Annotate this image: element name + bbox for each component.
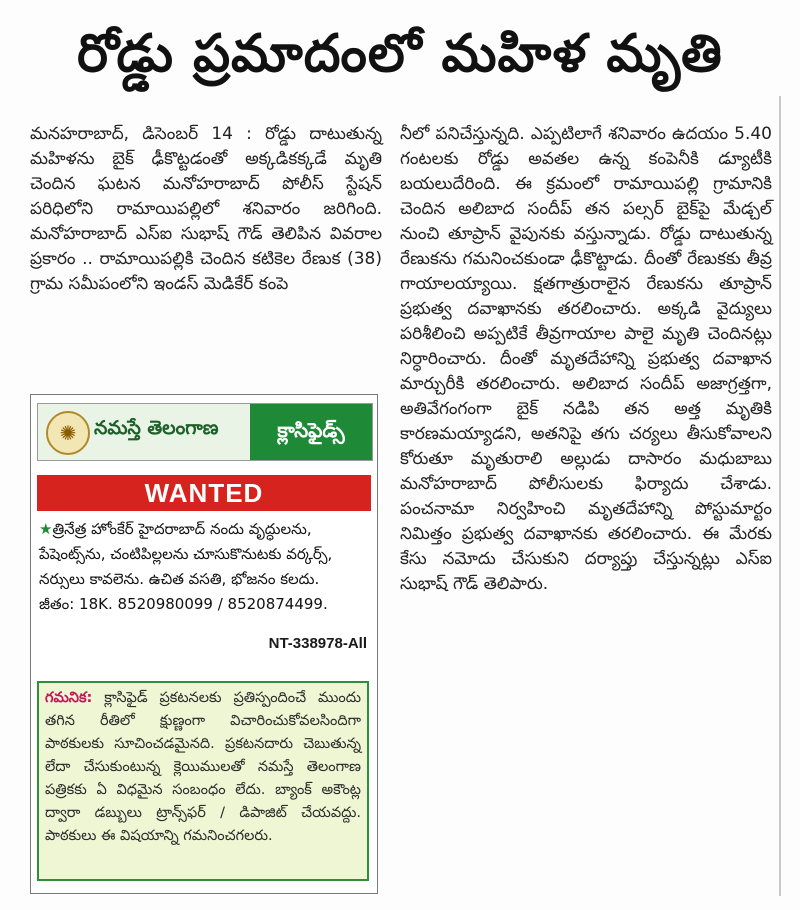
ad-reference-code: NT-338978-All [268, 635, 367, 652]
section-tag: క్లాసిఫైడ్స్ [250, 404, 372, 460]
ad-line: పేషెంట్స్‌ను, చంటిపిల్లలను చూసుకొనుటకు వర్కర్స్, [39, 545, 333, 563]
emblem-icon: ✺ [46, 411, 90, 455]
notice-text: క్లాసిఫైడ్ ప్రకటనలకు ప్రతిస్పందించే ముందు తగిన రీతిలో క్షుణ్ణంగా విచారించుకోవలసిందిగా పాఠకులకు సూచించడమైనది. ప్రకటనదారు చెబుతున్న లేదా చేసుకుంటున్న క్లెయిములతో నమస్తే తెలంగాణ పత్రికకు ఏ విధమైన సంబంధం లేదు. బ్యాంక్ అకౌంట్ల ద్వారా డబ్బులు ట్రాన్స్‌ఫర్ / డిపాజిట్ చేయవద్దు. పాఠకులు ఈ విషయాన్ని గమనించగలరు. [45, 690, 362, 844]
star-icon: ★ [39, 520, 53, 538]
article-left-column [30, 122, 382, 297]
notice-label: గమనిక: [45, 690, 93, 706]
ad-line-text: త్రినేత్ర హోంకేర్ హైదరాబాద్ నందు వృద్ధులను, [52, 520, 312, 538]
article-left-text: మనహరాబాద్, డిసెంబర్ 14 : రోడ్డు దాటుతున్న మహిళను బైక్ ఢీకొట్టడంతో అక్కడికక్కడే మృతి చెందిన ఘటన మనోహరాబాద్ పోలీస్ స్టేషన్ పరిధిలోని రామాయిపల్లిలో శనివారం జరిగింది. మనోహరాబాద్ ఎస్‌ఐ సుభాష్ గౌడ్ తెలిపిన వివరాల ప్రకారం .. రామాయిపల్లికి చెందిన కటికెల రేణుక (38) గ్రామ సమీపంలోని ఇండస్ మెడికేర్ కంపె [30, 124, 382, 294]
brand-name: నమస్తే తెలంగాణ [94, 417, 219, 439]
ad-line: నర్సులు కావలెను. ఉచిత వసతి, భోజనం కలదు. [39, 570, 320, 588]
wanted-banner: WANTED [37, 475, 371, 511]
classified-ad-box [30, 394, 378, 894]
ad-line [39, 517, 369, 542]
ad-line: జీతం: 18K. 8520980099 / 8520874499. [39, 595, 328, 613]
classified-brand-bar [37, 403, 373, 461]
headline: రోడ్డు ప్రమాదంలో మహిళ మృతి [77, 24, 723, 84]
disclaimer-notice [37, 681, 369, 881]
column-divider [779, 96, 781, 896]
ad-body [39, 517, 369, 617]
article-right-text: నీలో పనిచేస్తున్నది. ఎప్పటిలాగే శనివారం ఉదయం 5.40 గంటలకు రోడ్డు అవతల ఉన్న కంపెనీకి డ్యూటీకి బయలుదేరింది. ఈ క్రమంలో రామాయిపల్లి గ్రామానికి చెందిన అలిబాద సందీప్ తన పల్సర్ బైక్‌పై మేడ్చల్ నుంచి తూప్రాన్ వైపునకు వస్తున్నాడు. రోడ్డు దాటుతున్న రేణుకను గమనించకుండా ఢీకొట్టాడు. దీంతో రేణుకకు తీవ్ర గాయాలయ్యాయి. క్షతగాత్రురాలైన రేణుకను తూప్రాన్ ప్రభుత్వ దవాఖానకు తరలించారు. అక్కడి వైద్యులు పరిశీలించి అప్పటికే తీవ్రగాయాల పాలై మృతి చెందినట్లు నిర్ధారించారు. దీంతో మృతదేహాన్ని ప్రభుత్వ దవాఖాన మార్చురీకి తరలించారు. అలిబాద సందీప్ అజాగ్రత్తగా, అతివేగంగంగా బైక్ నడిపి తన అత్త మృతికి కారణమయ్యాడని, అతనిపై తగు చర్యలు తీసుకోవాలని కోరుతూ మృతురాలి అల్లుడు దాసారం మధుబాబు మనోహరాబాద్ పోలీసులకు ఫిర్యాదు చేశాడు. పంచనామా నిర్వహించి మృతదేహాన్ని పోస్టుమార్టం నిమిత్తం ప్రభుత్వ దవాఖానకు తరలించారు. ఈ మేరకు కేసు నమోదు చేసుకుని దర్యాప్తు చేస్తున్నట్లు ఎస్‌ఐ సుభాష్ గౌడ్ తెలిపారు. [400, 124, 772, 594]
article-right-column [400, 122, 772, 597]
